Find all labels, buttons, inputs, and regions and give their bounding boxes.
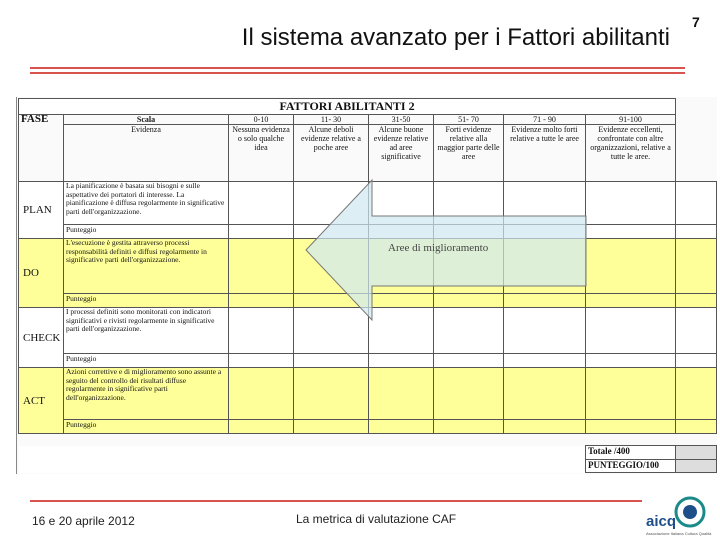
title-underline-bottom bbox=[30, 72, 685, 74]
evidence-header: Evidenza bbox=[64, 125, 229, 182]
improvement-area-label: Aree di miglioramento bbox=[388, 242, 489, 254]
phase-act: ACT bbox=[19, 368, 64, 434]
spacer-cell bbox=[676, 125, 717, 182]
range-header-4: 71 - 90 bbox=[504, 115, 586, 125]
svg-text:Associazione Italiana Cultura: Associazione Italiana Cultura Qualità bbox=[646, 531, 712, 536]
spacer-cell bbox=[676, 99, 717, 115]
phase-do-description: L'esecuzione è gestita attraverso processi responsabilità definiti e diffusi regolarmente in significative parti dell'organizzazione. bbox=[64, 239, 229, 294]
footer-date: 16 e 20 aprile 2012 bbox=[32, 514, 135, 528]
phase-plan-description: La pianificazione è basata sui bisogni e sulle aspettative dei portatori di interesse. La pianificazione è diffusa regolarmente in significative parti dell'organizzazione. bbox=[64, 182, 229, 225]
scale-header: Scala bbox=[64, 115, 229, 125]
range-header-3: 51- 70 bbox=[434, 115, 504, 125]
range-header-0: 0-10 bbox=[229, 115, 294, 125]
footer-rule bbox=[30, 500, 642, 502]
page-number: 7 bbox=[692, 14, 700, 30]
slide-title: Il sistema avanzato per i Fattori abilitanti bbox=[241, 24, 670, 51]
range-description-4: Evidenze molto forti relative a tutte le aree bbox=[504, 125, 586, 182]
spacer-cell bbox=[676, 115, 717, 125]
fase-header: FASE bbox=[19, 115, 64, 182]
range-header-2: 31-50 bbox=[369, 115, 434, 125]
phase-check: CHECK bbox=[19, 308, 64, 368]
range-description-0: Nessuna evidenza o solo qualche idea bbox=[229, 125, 294, 182]
footer-title: La metrica di valutazione CAF bbox=[296, 512, 457, 526]
range-description-2: Alcune buone evidenze relative ad aree significative bbox=[369, 125, 434, 182]
range-description-1: Alcune deboli evidenze relative a poche aree bbox=[294, 125, 369, 182]
total-label: Totale /400 bbox=[586, 446, 676, 460]
score-total-label: PUNTEGGIO/100 bbox=[586, 460, 676, 473]
phase-plan: PLAN bbox=[19, 182, 64, 239]
aicq-logo bbox=[646, 494, 716, 538]
title-underline-top bbox=[30, 67, 685, 69]
range-header-1: 11- 30 bbox=[294, 115, 369, 125]
svg-text:aicq: aicq bbox=[646, 513, 677, 530]
phase-do-score-label: Punteggio bbox=[64, 294, 229, 308]
table-title: FATTORI ABILITANTI 2 bbox=[19, 99, 676, 115]
range-description-5: Evidenze eccellenti, confrontate con altre organizzazioni, relative a tutte le aree. bbox=[586, 125, 676, 182]
range-header-5: 91-100 bbox=[586, 115, 676, 125]
phase-act-score-label: Punteggio bbox=[64, 420, 229, 434]
phase-act-description: Azioni correttive e di miglioramento sono assunte a seguito del controllo dei risultati diffuse regolarmente in significative parti dell'organizzazione. bbox=[64, 368, 229, 420]
phase-check-score-label: Punteggio bbox=[64, 354, 229, 368]
phase-plan-score-label: Punteggio bbox=[64, 225, 229, 239]
range-description-3: Forti evidenze relative alla maggior parte delle aree bbox=[434, 125, 504, 182]
phase-do: DO bbox=[19, 239, 64, 308]
phase-check-description: I processi definiti sono monitorati con indicatori significativi e rivisti regolarmente in significative parti dell'organizzazione. bbox=[64, 308, 229, 354]
